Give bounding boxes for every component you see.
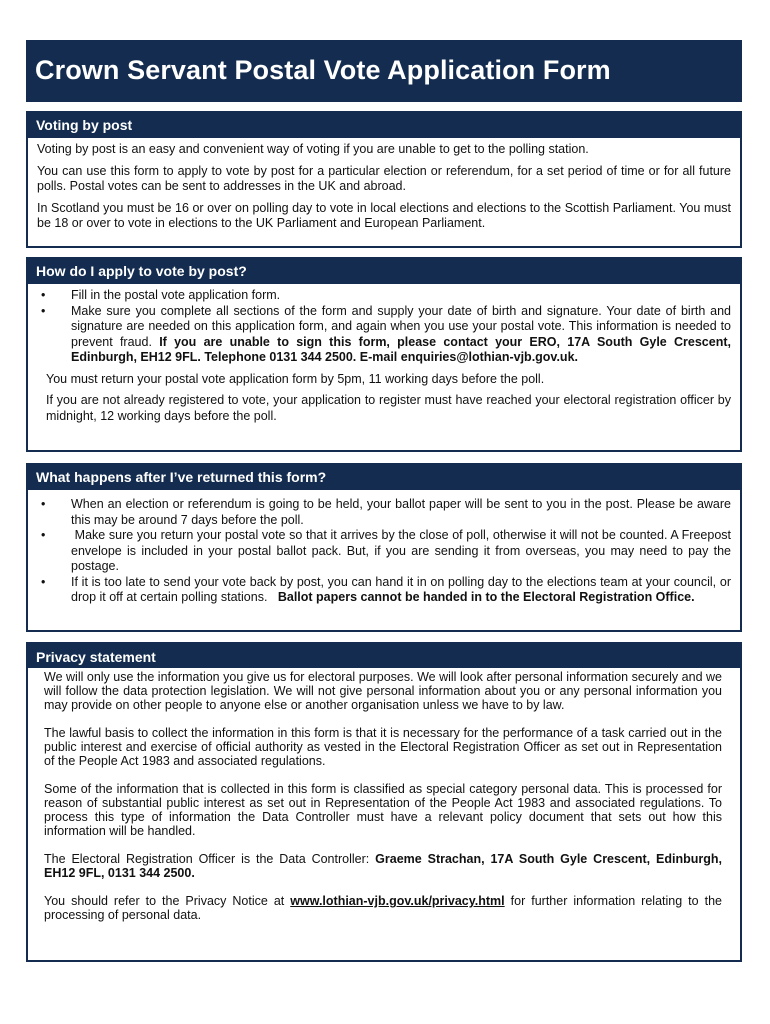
paragraph: In Scotland you must be 16 or over on polling day to vote in local elections and elections to the Scottish Parliament. You must be 18 or over to vote in elections to the UK Parliament and European Parliament. <box>37 200 731 230</box>
data-controller: Graeme Strachan, 17A South Gyle Crescent, Edinburgh, EH12 9FL, 0131 344 2500. <box>44 852 722 880</box>
list-item: • Make sure you return your postal vote so that it arrives by the close of poll, otherwise it will not be counted. A Freepost envelope is included in your postal ballot pack. But, if you are sending it from overseas, you may need to pay the postage. <box>37 528 731 575</box>
list-item: • If it is too late to send your vote back by post, you can hand it in on polling day to the elections team at your council, or drop it off at certain polling stations. Ballot papers cannot be handed in to the Electoral Registration Office. <box>37 575 731 606</box>
section-heading: How do I apply to vote by post? <box>28 259 740 284</box>
paragraph: Some of the information that is collected in this form is classified as special category personal data. This is processed for reason of substantial public interest as set out in Representation of the People Act 1983 and associated regulations. To process this type of information the Data Controller must have a relevant policy document that sets out how this information will be handled. <box>44 782 722 838</box>
paragraph: You can use this form to apply to vote by post for a particular election or referendum, for a set period of time or for all future polls. Postal votes can be sent to addresses in the UK and abroad. <box>37 163 731 193</box>
paragraph: You must return your postal vote application form by 5pm, 11 working days before the poll. <box>46 371 545 386</box>
section-heading: Privacy statement <box>28 644 740 668</box>
warning-text: Ballot papers cannot be handed in to the Electoral Registration Office. <box>277 590 695 604</box>
contact-details: If you are unable to sign this form, please contact your ERO, 17A South Gyle Crescent, Edinburgh, EH12 9FL. Telephone 0131 344 2500. E-mail enquiries@lothian-vjb.gov.uk. <box>71 334 731 364</box>
section-heading: What happens after I’ve returned this form? <box>28 465 740 490</box>
section-heading: Voting by post <box>28 113 740 138</box>
section-privacy-statement <box>26 642 742 962</box>
section-how-to-apply <box>26 257 742 452</box>
list-item: • Fill in the postal vote application form. <box>37 288 731 304</box>
paragraph: You should refer to the Privacy Notice at www.lothian-vjb.gov.uk/privacy.html for further information relating to the processing of personal data. <box>44 894 722 922</box>
paragraph: The lawful basis to collect the information in this form is that it is necessary for the performance of a task carried out in the public interest and exercise of official authority as vested in the Electoral Registration Officer as set out in Representation of the People Act 1983 and associated regulations. <box>44 726 722 768</box>
section-voting-by-post <box>26 111 742 248</box>
paragraph: We will only use the information you give us for electoral purposes. We will look after personal information securely and we will follow the data protection legislation. We will not give personal information about you or any personal information you may provide on other people to anyone else or another organisation unless we have to by law. <box>44 670 722 712</box>
paragraph: Voting by post is an easy and convenient way of voting if you are unable to get to the polling station. <box>37 142 589 156</box>
privacy-notice-link[interactable]: www.lothian-vjb.gov.uk/privacy.html <box>290 894 505 908</box>
section-what-happens-after <box>26 463 742 632</box>
bullet-list <box>37 497 735 606</box>
list-item: • When an election or referendum is going to be held, your ballot paper will be sent to you in the post. Please be aware this may be around 7 days before the poll. <box>37 497 731 528</box>
page-title: Crown Servant Postal Vote Application Form <box>35 55 611 85</box>
paragraph: The Electoral Registration Officer is the Data Controller: Graeme Strachan, 17A South Gyle Crescent, Edinburgh, EH12 9FL, 0131 344 2500. <box>44 852 722 880</box>
title-bar <box>26 40 742 102</box>
bullet-list <box>37 288 731 366</box>
paragraph: If you are not already registered to vote, your application to register must have reached your electoral registration officer by midnight, 12 working days before the poll. <box>46 393 731 423</box>
list-item: • Make sure you complete all sections of the form and supply your date of birth and signature. Your date of birth and signature are needed on this application form, and again when you use your postal vote. This information is needed to prevent fraud. If you are unable to sign this form, please contact your ERO, 17A South Gyle Crescent, Edinburgh, EH12 9FL. Telephone 0131 344 2500. E-mail enquiries@lothian-vjb.gov.uk. <box>37 304 731 366</box>
